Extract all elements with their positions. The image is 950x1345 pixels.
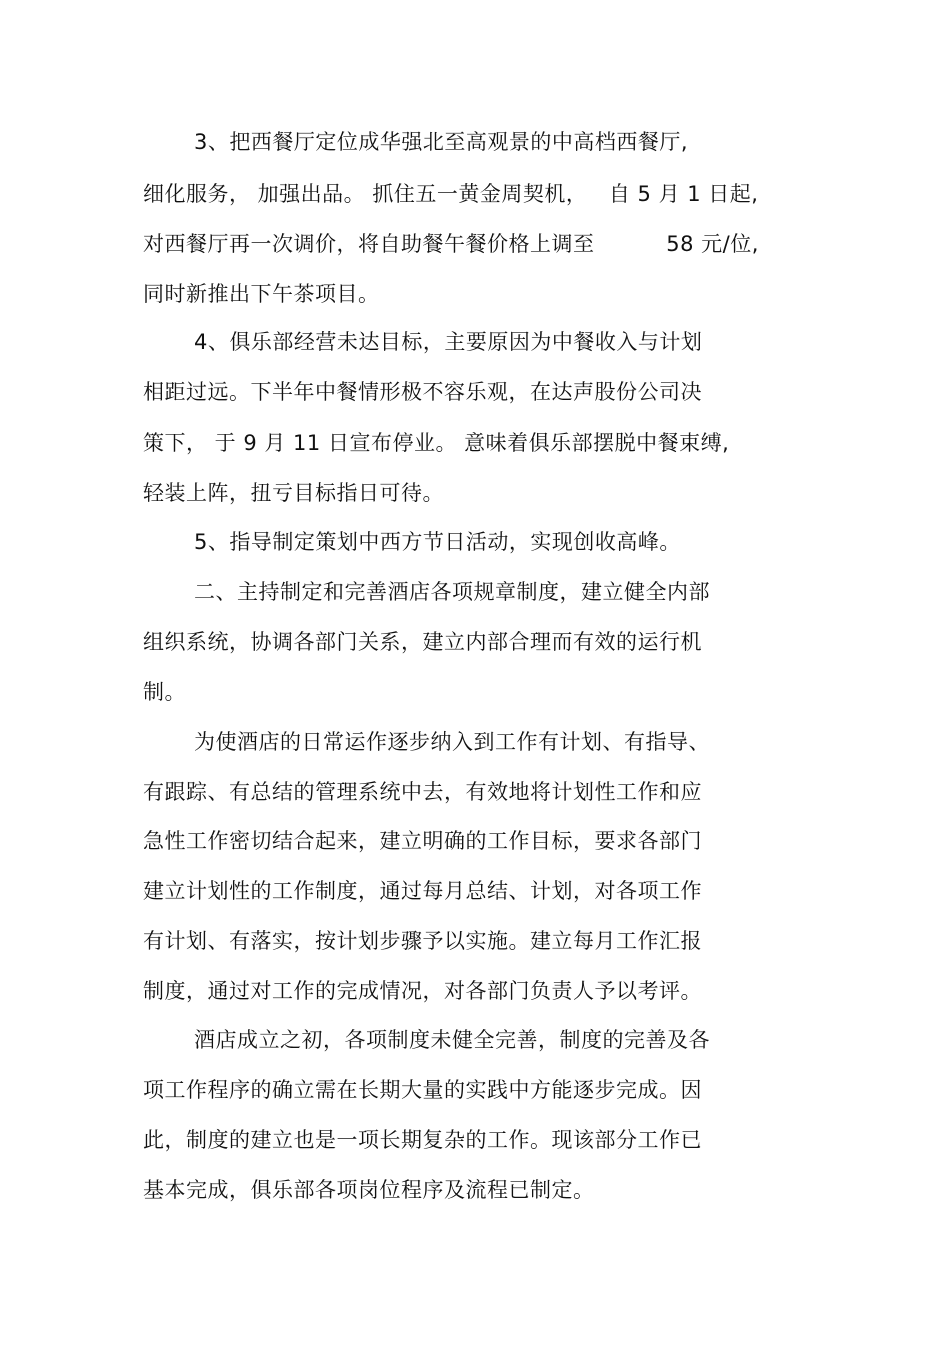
paragraph-3-line-1: 5、指导制定策划中西方节日活动，实现创收高峰。 — [194, 530, 681, 554]
paragraph-2-line-4: 轻装上阵，扭亏目标指日可待。 — [143, 481, 444, 505]
paragraph-5-line-5: 有计划、有落实，按计划步骤予以实施。建立每月工作汇报 — [143, 929, 702, 953]
paragraph-2-line-1: 4、俱乐部经营未达目标，主要原因为中餐收入与计划 — [194, 330, 703, 354]
paragraph-6-line-2: 项工作程序的确立需在长期大量的实践中方能逐步完成。因 — [143, 1078, 702, 1102]
paragraph-2-line-3: 策下， 于 9 月 11 日宣布停业。 意味着俱乐部摆脱中餐束缚, — [143, 431, 730, 455]
paragraph-1-line-4: 同时新推出下午茶项目。 — [143, 282, 380, 306]
paragraph-5-line-3: 急性工作密切结合起来，建立明确的工作目标，要求各部门 — [143, 829, 702, 853]
paragraph-5-line-1: 为使酒店的日常运作逐步纳入到工作有计划、有指导、 — [194, 730, 710, 754]
paragraph-4-line-3: 制。 — [143, 680, 186, 704]
paragraph-1-line-3: 对西餐厅再一次调价，将自助餐午餐价格上调至 58 元/位, — [143, 232, 759, 256]
paragraph-5-line-4: 建立计划性的工作制度，通过每月总结、计划，对各项工作 — [143, 879, 702, 903]
paragraph-5-line-6: 制度，通过对工作的完成情况，对各部门负责人予以考评。 — [143, 979, 702, 1003]
paragraph-6-line-3: 此，制度的建立也是一项长期复杂的工作。现该部分工作已 — [143, 1128, 702, 1152]
paragraph-5-line-2: 有跟踪、有总结的管理系统中去，有效地将计划性工作和应 — [143, 780, 702, 804]
paragraph-6-line-4: 基本完成，俱乐部各项岗位程序及流程已制定。 — [143, 1178, 595, 1202]
paragraph-6-line-1: 酒店成立之初，各项制度未健全完善，制度的完善及各 — [194, 1028, 710, 1052]
paragraph-4-line-1: 二、主持制定和完善酒店各项规章制度，建立健全内部 — [194, 580, 710, 604]
paragraph-1-line-1: 3、把西餐厅定位成华强北至高观景的中高档西餐厅, — [194, 130, 689, 154]
paragraph-2-line-2: 相距过远。下半年中餐情形极不容乐观，在达声股份公司决 — [143, 380, 702, 404]
paragraph-4-line-2: 组织系统，协调各部门关系，建立内部合理而有效的运行机 — [143, 630, 702, 654]
paragraph-1-line-2: 细化服务， 加强出品。 抓住五一黄金周契机， 自 5 月 1 日起, — [143, 182, 759, 206]
